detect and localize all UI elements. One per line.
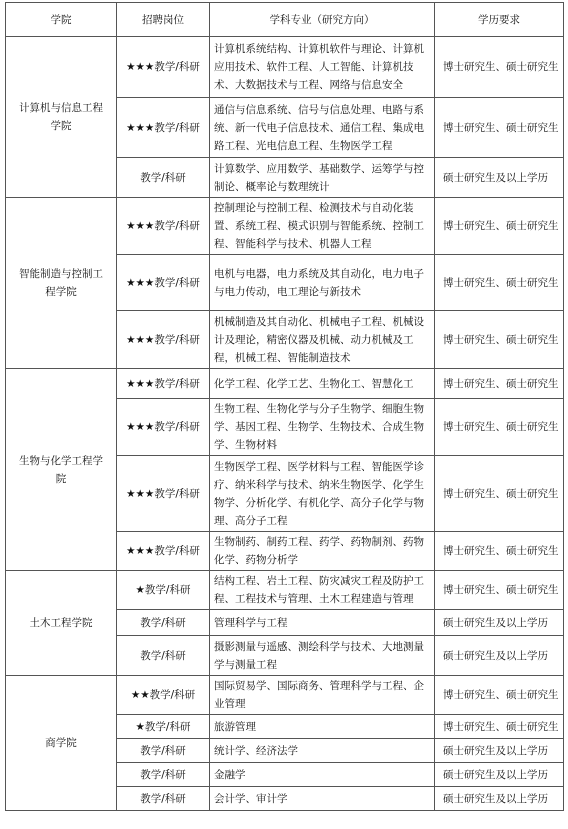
post-cell: ★教学/科研 (117, 715, 210, 739)
table-row (6, 369, 564, 399)
college-name: 智能制造与控制工程学院 (6, 198, 117, 369)
post-cell: ★教学/科研 (117, 571, 210, 610)
major-cell: 摄影测量与遥感、测绘科学与技术、大地测量学与测量工程 (210, 636, 435, 676)
major-cell: 生物工程、生物化学与分子生物学、细胞生物学、基因工程、生物学、生物技术、合成生物学、生物材料 (210, 399, 435, 456)
header-major: 学科专业（研究方向） (210, 3, 435, 37)
major-cell: 金融学 (210, 763, 435, 787)
education-cell: 博士研究生、硕士研究生 (435, 198, 564, 255)
education-cell: 博士研究生、硕士研究生 (435, 311, 564, 369)
major-cell: 通信与信息系统、信号与信息处理、电路与系统、新一代电子信息技术、通信工程、集成电路工程、光电信息工程、生物医学工程 (210, 98, 435, 158)
college-name: 土木工程学院 (6, 571, 117, 676)
education-cell: 博士研究生、硕士研究生 (435, 715, 564, 739)
post-cell: 教学/科研 (117, 636, 210, 676)
major-cell: 机械制造及其自动化、机械电子工程、机械设计及理论，精密仪器及机械、动力机械及工程，机械工程、智能制造技术 (210, 311, 435, 369)
education-cell: 硕士研究生及以上学历 (435, 636, 564, 676)
education-cell: 博士研究生、硕士研究生 (435, 456, 564, 532)
college-name: 商学院 (6, 676, 117, 811)
major-cell: 电机与电器，电力系统及其自动化，电力电子与电力传动，电工理论与新技术 (210, 255, 435, 311)
table-row (6, 676, 564, 715)
education-cell: 博士研究生、硕士研究生 (435, 37, 564, 98)
post-cell: 教学/科研 (117, 610, 210, 636)
post-cell: 教学/科研 (117, 787, 210, 811)
education-cell: 博士研究生、硕士研究生 (435, 571, 564, 610)
college-name: 生物与化学工程学院 (6, 369, 117, 571)
education-cell: 硕士研究生及以上学历 (435, 739, 564, 763)
major-cell: 国际贸易学、国际商务、管理科学与工程、企业管理 (210, 676, 435, 715)
education-cell: 博士研究生、硕士研究生 (435, 532, 564, 571)
major-cell: 统计学、经济法学 (210, 739, 435, 763)
major-cell: 旅游管理 (210, 715, 435, 739)
major-cell: 生物医学工程、医学材料与工程、智能医学诊疗、纳米科学与技术、纳米生物医学、化学生物学、分析化学、有机化学、高分子化学与物理、高分子工程 (210, 456, 435, 532)
education-cell: 硕士研究生及以上学历 (435, 787, 564, 811)
header-education: 学历要求 (435, 3, 564, 37)
major-cell: 化学工程、化学工艺、生物化工、智慧化工 (210, 369, 435, 399)
post-cell: ★★★教学/科研 (117, 399, 210, 456)
post-cell: ★★★教学/科研 (117, 311, 210, 369)
post-cell: ★★★教学/科研 (117, 456, 210, 532)
post-cell: 教学/科研 (117, 158, 210, 198)
post-cell: 教学/科研 (117, 763, 210, 787)
post-cell: ★★★教学/科研 (117, 369, 210, 399)
major-cell: 会计学、审计学 (210, 787, 435, 811)
post-cell: ★★★教学/科研 (117, 255, 210, 311)
major-cell: 控制理论与控制工程、检测技术与自动化装置、系统工程、模式识别与智能系统、控制工程、智能科学与技术、机器人工程 (210, 198, 435, 255)
major-cell: 计算机系统结构、计算机软件与理论、计算机应用技术、软件工程、人工智能、计算机技术、大数据技术与工程、网络与信息安全 (210, 37, 435, 98)
education-cell: 博士研究生、硕士研究生 (435, 399, 564, 456)
header-post: 招聘岗位 (117, 3, 210, 37)
post-cell: ★★教学/科研 (117, 676, 210, 715)
table-row (6, 37, 564, 98)
post-cell: ★★★教学/科研 (117, 37, 210, 98)
recruitment-table (5, 2, 564, 811)
post-cell: ★★★教学/科研 (117, 98, 210, 158)
education-cell: 博士研究生、硕士研究生 (435, 98, 564, 158)
education-cell: 博士研究生、硕士研究生 (435, 676, 564, 715)
table-row (6, 198, 564, 255)
education-cell: 硕士研究生及以上学历 (435, 610, 564, 636)
post-cell: 教学/科研 (117, 739, 210, 763)
post-cell: ★★★教学/科研 (117, 198, 210, 255)
college-name: 计算机与信息工程学院 (6, 37, 117, 198)
post-cell: ★★★教学/科研 (117, 532, 210, 571)
table-row (6, 571, 564, 610)
education-cell: 博士研究生、硕士研究生 (435, 255, 564, 311)
header-college: 学院 (6, 3, 117, 37)
major-cell: 生物制药、制药工程、药学、药物制剂、药物化学、药物分析学 (210, 532, 435, 571)
major-cell: 管理科学与工程 (210, 610, 435, 636)
header-row (6, 3, 564, 37)
major-cell: 结构工程、岩土工程、防灾减灾工程及防护工程、工程技术与管理、土木工程建造与管理 (210, 571, 435, 610)
education-cell: 博士研究生、硕士研究生 (435, 369, 564, 399)
major-cell: 计算数学、应用数学、基础数学、运筹学与控制论、概率论与数理统计 (210, 158, 435, 198)
education-cell: 硕士研究生及以上学历 (435, 158, 564, 198)
education-cell: 硕士研究生及以上学历 (435, 763, 564, 787)
